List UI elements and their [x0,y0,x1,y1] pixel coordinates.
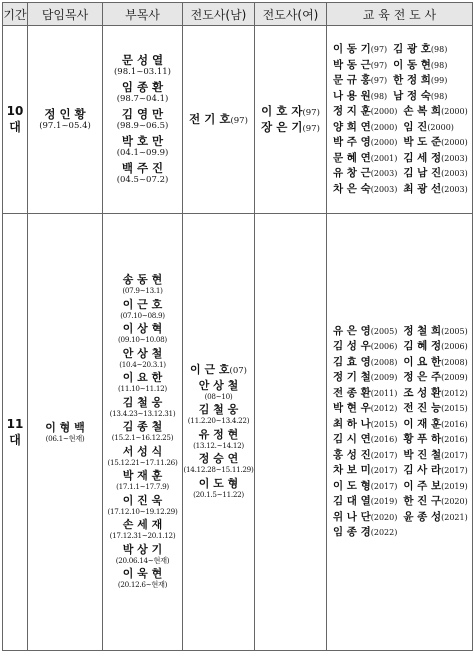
education-year: (98) [430,60,448,70]
associate-period: (07.9~13.1) [122,286,163,296]
evangelist-entry [183,379,254,402]
associate-pastors-cell [103,214,183,651]
evangelist-entry [183,403,254,426]
education-year: (2000) [370,138,398,147]
associate-name: 이 상 혁 [122,322,163,336]
education-row [327,104,472,120]
education-row [327,479,472,495]
associate-name: 안 상 철 [122,346,163,360]
education-row [327,463,472,479]
associate-period: (04.5~07.2) [116,174,169,185]
education-evangelists-cell [327,214,473,651]
senior-pastor-cell [28,214,103,651]
education-name: 이 재 훈 [403,417,442,430]
associate-name: 임 종 환 [121,79,164,94]
associate-name: 이 욱 현 [122,567,163,581]
associate-name: 문 성 열 [121,52,164,67]
education-name: 이 동 기 [333,43,371,55]
header-associate-pastor: 부목사 [103,3,183,26]
education-name: 황 푸 하 [403,433,442,445]
education-name: 박 동 근 [333,58,371,71]
education-name: 김 사 라 [403,464,442,476]
education-name: 김 효 영 [333,355,371,368]
education-row [327,89,472,105]
education-name: 박 진 철 [403,448,442,461]
education-row [327,510,472,526]
education-name: 최 하 나 [333,417,371,430]
education-name: 이 요 한 [403,355,442,368]
evangelist-entry [255,120,326,136]
education-row [327,58,472,74]
senior-pastor-period: (06.1~현재) [45,433,85,443]
education-name: 손 복 희 [403,105,442,117]
associate-name: 박 상 기 [122,542,163,556]
education-name: 차 보 미 [333,464,371,476]
education-year: (97) [370,45,388,54]
senior-pastor-period: (97.1~05.4) [39,121,91,131]
evangelist-name: 전 기 호 [189,111,231,126]
education-row [327,151,472,167]
education-name: 홍 성 진 [333,448,371,461]
education-name: 유 창 근 [333,167,371,179]
education-name: 이 주 보 [403,479,442,492]
evangelist-period: (11.2.20~13.4.22) [187,416,250,426]
education-year: (2022) [370,528,398,537]
header-evangelist-male: 전도사(남) [183,3,255,26]
education-row [327,166,472,182]
education-name: 윤 종 성 [403,510,442,523]
education-name: 위 나 단 [333,510,371,523]
education-name: 차 은 숙 [333,182,371,195]
education-year: (2017) [370,466,398,475]
education-name: 나 용 원 [333,89,371,102]
associate-entry [103,322,182,345]
evangelist-entry [183,363,254,378]
education-name: 정 기 철 [333,371,371,383]
education-name: 정 은 주 [403,371,442,383]
associate-entry [103,469,182,492]
evangelist-name: 장 은 기 [261,119,303,134]
education-name: 정 철 희 [403,324,442,337]
education-year: (98) [430,45,448,54]
education-name: 임 종 경 [333,526,371,538]
education-name: 김 대 열 [333,495,371,507]
ministry-history-table [2,2,473,651]
associate-period: (09.10~10.08) [118,335,167,345]
associate-period: (15.2.1~16.12.25) [111,433,174,443]
associate-entry [103,518,182,541]
education-name: 전 진 능 [403,402,442,414]
associate-period: (20.06.14~현재) [115,555,170,565]
education-name: 김 성 우 [333,340,371,352]
associate-entry [103,53,182,78]
associate-name: 송 동 현 [122,273,163,287]
associate-name: 박 재 훈 [122,469,163,483]
education-row [327,432,472,448]
associate-pastors-cell [103,26,183,214]
associate-entry [103,567,182,590]
education-year: (2011) [370,388,398,398]
education-row [327,339,472,355]
education-year: (2001) [370,153,398,163]
associate-entry [103,445,182,468]
evangelist-name: 정 승 연 [198,452,239,466]
row-11th-generation [3,214,473,651]
education-row [327,448,472,464]
education-year: (2017) [441,450,468,460]
header-evangelist-female: 전도사(여) [255,3,327,26]
evangelist-year: (97) [302,123,320,134]
education-name: 임 진 [403,120,428,133]
education-name: 양 희 연 [333,120,371,133]
evangelist-entry [255,104,326,120]
education-list [327,324,472,541]
education-year: (2020) [441,497,468,506]
education-year: (2015) [441,404,468,413]
education-row [327,525,472,541]
associate-entry [103,161,182,186]
education-year: (2003) [370,169,398,178]
evangelist-period: (14.12.28~15.11.29) [183,465,254,475]
associate-entry [103,347,182,370]
evangelist-entry [183,477,254,500]
associate-name: 서 성 식 [122,444,163,458]
education-year: (2003) [441,169,468,178]
education-year: (2016) [370,435,398,444]
evangelist-year: (97) [302,107,320,118]
education-year: (2015) [370,419,398,429]
evangelist-female-cell [255,214,327,651]
education-name: 한 정 희 [393,74,431,86]
education-name: 최 광 선 [403,182,442,195]
associate-period: (98.1~03.11) [113,66,171,77]
education-year: (2012) [441,388,468,398]
associate-period: (11.10~11.12) [118,384,167,394]
evangelist-name: 이 도 형 [198,476,239,490]
education-name: 문 규 홍 [333,74,371,86]
education-row [327,494,472,510]
education-row [327,182,472,198]
associate-entry [103,134,182,159]
education-name: 김 남 진 [403,167,442,179]
education-year: (2017) [370,450,398,460]
education-year: (2005) [370,326,398,336]
education-evangelists-cell [327,26,473,214]
education-name: 정 지 훈 [333,105,371,117]
header-education-evangelist: 교 육 전 도 사 [327,3,473,26]
education-year: (2000) [427,122,454,132]
education-year: (98) [370,91,388,101]
associate-period: (13.4.23~13.12.31) [109,408,176,418]
evangelist-male-cell [183,214,255,651]
senior-pastor-name: 정 인 황 [44,107,86,121]
education-name: 한 진 구 [403,495,442,507]
education-name: 이 도 형 [333,479,371,492]
associate-entry [103,543,182,566]
education-year: (98) [430,91,448,101]
evangelist-year: (07) [229,365,247,376]
senior-pastor-name: 이 형 백 [45,420,85,434]
associate-period: (04.1~09.9) [116,147,169,158]
education-row [327,324,472,340]
senior-pastor-cell [28,26,103,214]
evangelist-period: (13.12.~14.12) [193,440,244,450]
evangelist-entry [183,112,254,128]
evangelist-entry [183,428,254,451]
evangelist-period: (20.1.5~11.22) [193,489,244,499]
education-year: (2019) [370,497,398,506]
education-name: 김 광 호 [393,43,431,55]
associate-entry [103,371,182,394]
education-name: 조 성 환 [403,386,442,399]
education-year: (97) [370,60,388,70]
evangelist-entry [183,452,254,475]
education-year: (2000) [370,122,398,132]
evangelist-name: 김 철 웅 [198,403,239,417]
associate-name: 이 근 호 [122,297,163,311]
education-year: (2009) [370,373,398,382]
education-year: (2000) [441,107,468,116]
education-year: (2012) [370,404,398,413]
education-year: (2006) [370,342,398,351]
education-year: (2000) [441,138,468,147]
associate-period: (15.12.21~17.11.26) [107,457,178,467]
education-row [327,73,472,89]
header-row [3,3,473,26]
education-row [327,42,472,58]
associate-entry [103,494,182,517]
education-year: (2006) [441,342,468,351]
education-year: (2003) [441,184,468,194]
evangelist-name: 이 근 호 [190,362,230,376]
evangelist-male-cell [183,26,255,214]
education-name: 김 세 정 [403,151,442,164]
generation-label: 10대 [3,26,28,214]
education-year: (2019) [441,481,468,491]
associate-entry [103,396,182,419]
education-name: 박 현 우 [333,402,371,414]
generation-label: 11대 [3,214,28,651]
associate-period: (07.10~08.9) [120,310,165,320]
education-name: 박 도 준 [403,136,442,148]
education-row [327,355,472,371]
education-name: 김 시 연 [333,433,371,445]
education-year: (2008) [370,357,398,367]
education-year: (2005) [441,326,468,336]
header-period: 기간 [3,3,28,26]
education-name: 이 동 현 [393,58,431,71]
associate-name: 김 철 웅 [122,395,163,409]
evangelist-name: 안 상 철 [198,378,239,392]
header-senior-pastor: 담임목사 [28,3,103,26]
education-name: 문 혜 연 [333,151,371,164]
associate-list [103,273,182,590]
education-row [327,386,472,402]
evangelist-year: (97) [230,115,248,126]
education-name: 김 혜 정 [403,340,442,352]
education-year: (2017) [370,481,398,491]
associate-name: 이 요 한 [122,371,163,385]
associate-period: (98.9~06.5) [116,120,169,131]
education-year: (2016) [441,435,468,444]
associate-period: (17.12.10~19.12.29) [107,506,178,516]
evangelist-name: 이 호 자 [261,103,303,118]
education-year: (2017) [441,466,468,475]
associate-name: 백 주 진 [121,160,164,175]
associate-period: (98.7~04.1) [116,93,169,104]
education-row [327,401,472,417]
associate-name: 김 영 만 [121,106,164,121]
associate-entry [103,420,182,443]
row-10th-generation [3,26,473,214]
associate-name: 박 호 만 [121,133,164,148]
evangelist-name: 유 정 현 [198,427,239,441]
education-row [327,120,472,136]
education-row [327,135,472,151]
evangelist-period: (08~10) [204,391,233,401]
associate-name: 김 종 철 [122,420,163,434]
associate-entry [103,273,182,296]
education-year: (2008) [441,357,468,367]
education-name: 유 은 영 [333,324,371,337]
associate-entry [103,107,182,132]
associate-entry [103,80,182,105]
education-year: (2000) [370,107,398,116]
education-year: (2003) [370,184,398,194]
associate-name: 손 세 재 [122,518,163,532]
education-year: (2009) [441,373,468,382]
associate-period: (17.1.1~17.7.9) [116,482,169,492]
associate-name: 이 진 욱 [122,493,163,507]
education-name: 박 주 영 [333,136,371,148]
education-year: (97) [370,76,388,85]
education-year: (2016) [441,419,468,429]
education-year: (2021) [441,512,468,522]
evangelist-female-cell [255,26,327,214]
education-name: 전 종 환 [333,386,371,399]
education-row [327,370,472,386]
education-name: 남 정 숙 [393,89,431,102]
associate-period: (10.4~20.3.1) [119,359,166,369]
education-year: (2003) [441,153,468,163]
associate-period: (20.12.6~현재) [117,580,168,590]
associate-entry [103,298,182,321]
education-list [327,42,472,197]
education-row [327,417,472,433]
education-year: (99) [430,76,448,85]
education-year: (2020) [370,512,398,522]
associate-period: (17.12.31~20.1.12) [109,531,176,541]
